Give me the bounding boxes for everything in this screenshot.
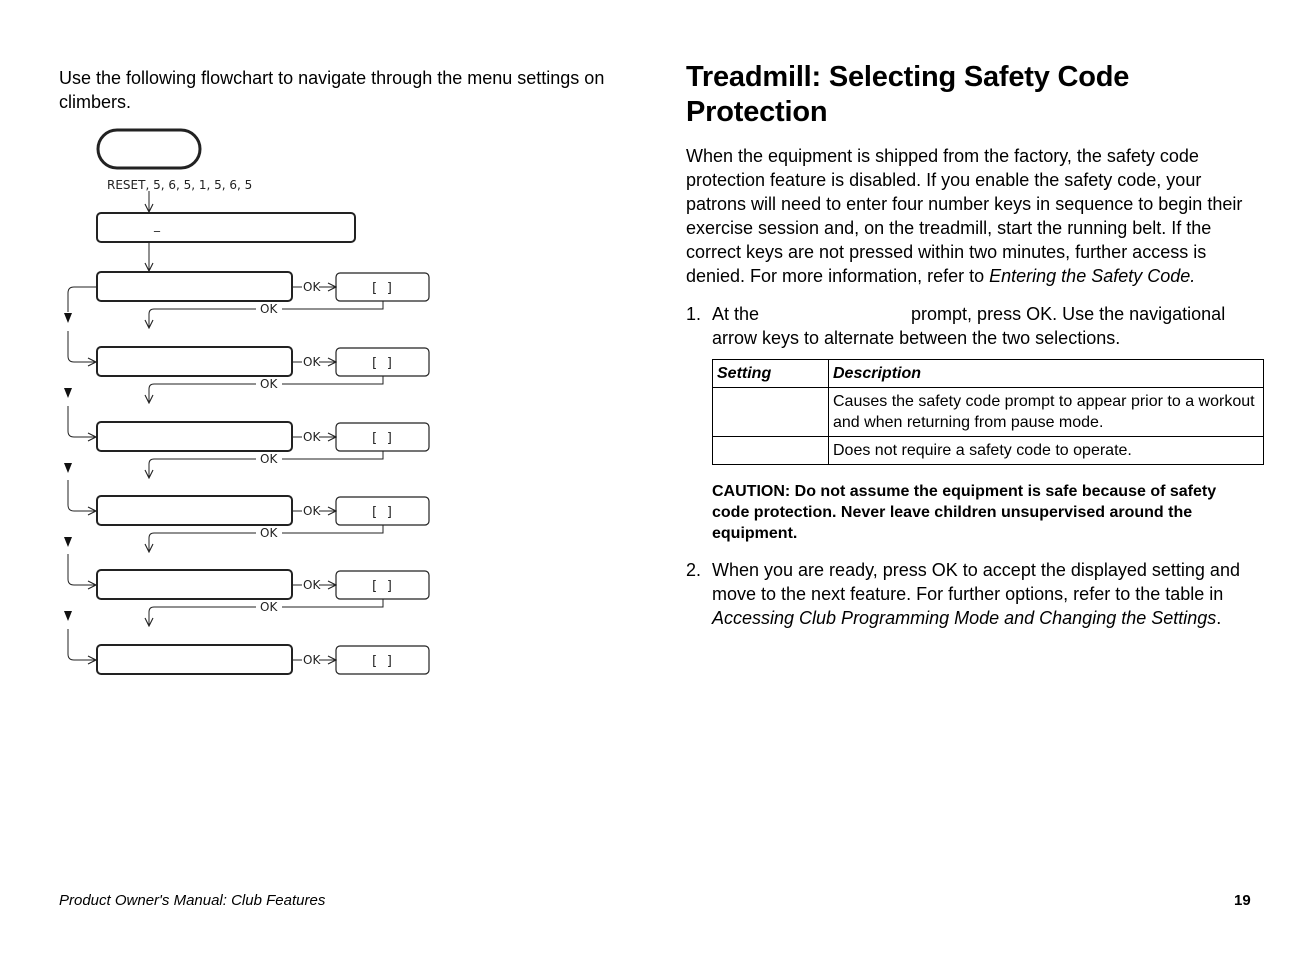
setting-cell (713, 388, 829, 437)
club-programming-reference: Accessing Club Programming Mode and Changing the Settings (712, 608, 1217, 628)
step-1 (686, 302, 1266, 465)
return-ok-label: OK (260, 302, 278, 316)
down-arrow-icon (64, 537, 72, 547)
menu-item-box (97, 272, 292, 301)
ok-label: OK (303, 355, 321, 369)
intro-text: Use the following flowchart to navigate through the menu settings on climbers. (59, 68, 605, 112)
menu-item-box (97, 422, 292, 451)
entry-sequence-label: RESET, 5, 6, 5, 1, 5, 6, 5 (107, 178, 253, 192)
display-box (97, 213, 355, 242)
table-header-row (713, 360, 1264, 388)
return-ok-label: OK (260, 526, 278, 540)
value-brackets: [ ] (370, 579, 394, 594)
intro-paragraph-text: When the equipment is shipped from the factory, the safety code protection feature is disabled. If you enable the safety code, your patrons will need to enter four number keys in sequence to begin their exercise session and, on the treadmill, start the running belt. If the correct keys are not pressed within two minutes, further access is denied. For more information, refer to (686, 146, 1243, 286)
display-cursor: _ (154, 218, 160, 232)
start-oval (98, 130, 200, 168)
down-arrow-icon (64, 611, 72, 621)
menu-flowchart (0, 0, 640, 700)
value-brackets: [ ] (370, 281, 394, 296)
step-1-text-start: At the (712, 304, 760, 324)
left-bracket (68, 287, 96, 312)
return-ok-label: OK (260, 452, 278, 466)
down-arrow-icon (64, 463, 72, 473)
ok-label: OK (303, 430, 321, 444)
ok-label: OK (303, 653, 321, 667)
skip-path (68, 331, 96, 362)
table-row (713, 388, 1264, 437)
skip-path (68, 554, 96, 585)
description-column-header: Description (829, 360, 1264, 388)
skip-path (68, 629, 96, 660)
ok-label: OK (303, 280, 321, 294)
menu-item-box (97, 570, 292, 599)
return-ok-label: OK (260, 600, 278, 614)
description-cell: Causes the safety code prompt to appear prior to a workout and when returning from pause mode. (829, 388, 1264, 437)
return-ok-label: OK (260, 377, 278, 391)
page-number: 19 (1234, 892, 1251, 909)
menu-item-box (97, 347, 292, 376)
table-row (713, 437, 1264, 465)
step-2-text-end: . (1216, 608, 1222, 628)
menu-item-box (97, 645, 292, 674)
value-brackets: [ ] (370, 654, 394, 669)
footer-manual-title: Product Owner's Manual: Club Features (59, 892, 326, 909)
skip-path (68, 480, 96, 511)
ok-label: OK (303, 504, 321, 518)
ok-label: OK (303, 578, 321, 592)
settings-table (712, 359, 1264, 465)
description-cell: Does not require a safety code to operate. (829, 437, 1264, 465)
step-2-text: When you are ready, press OK to accept the displayed setting and move to the next feature. For further options, refer to the table in (712, 560, 1240, 604)
value-brackets: [ ] (370, 431, 394, 446)
setting-column-header: Setting (713, 360, 829, 388)
value-brackets: [ ] (370, 356, 394, 371)
step-1-number: 1. (686, 304, 702, 324)
step-2-number: 2. (686, 560, 702, 580)
safety-code-reference: Entering the Safety Code. (989, 266, 1196, 286)
step-2 (686, 558, 1266, 630)
skip-path (68, 406, 96, 437)
menu-item-box (97, 496, 292, 525)
intro-paragraph (686, 144, 1266, 288)
value-brackets: [ ] (370, 505, 394, 520)
setting-cell (713, 437, 829, 465)
down-arrow-icon (64, 388, 72, 398)
down-arrow-icon (64, 313, 72, 323)
caution-notice: CAUTION: Do not assume the equipment is safe because of safety code protection. Never leave children unsupervised around the equipment. (712, 483, 1217, 542)
page-title: Treadmill: Selecting Safety Code Protection (686, 61, 1130, 128)
step-1-text-end: prompt, press OK. Use the navigational arrow keys to alternate between the two selections. (712, 304, 1226, 348)
